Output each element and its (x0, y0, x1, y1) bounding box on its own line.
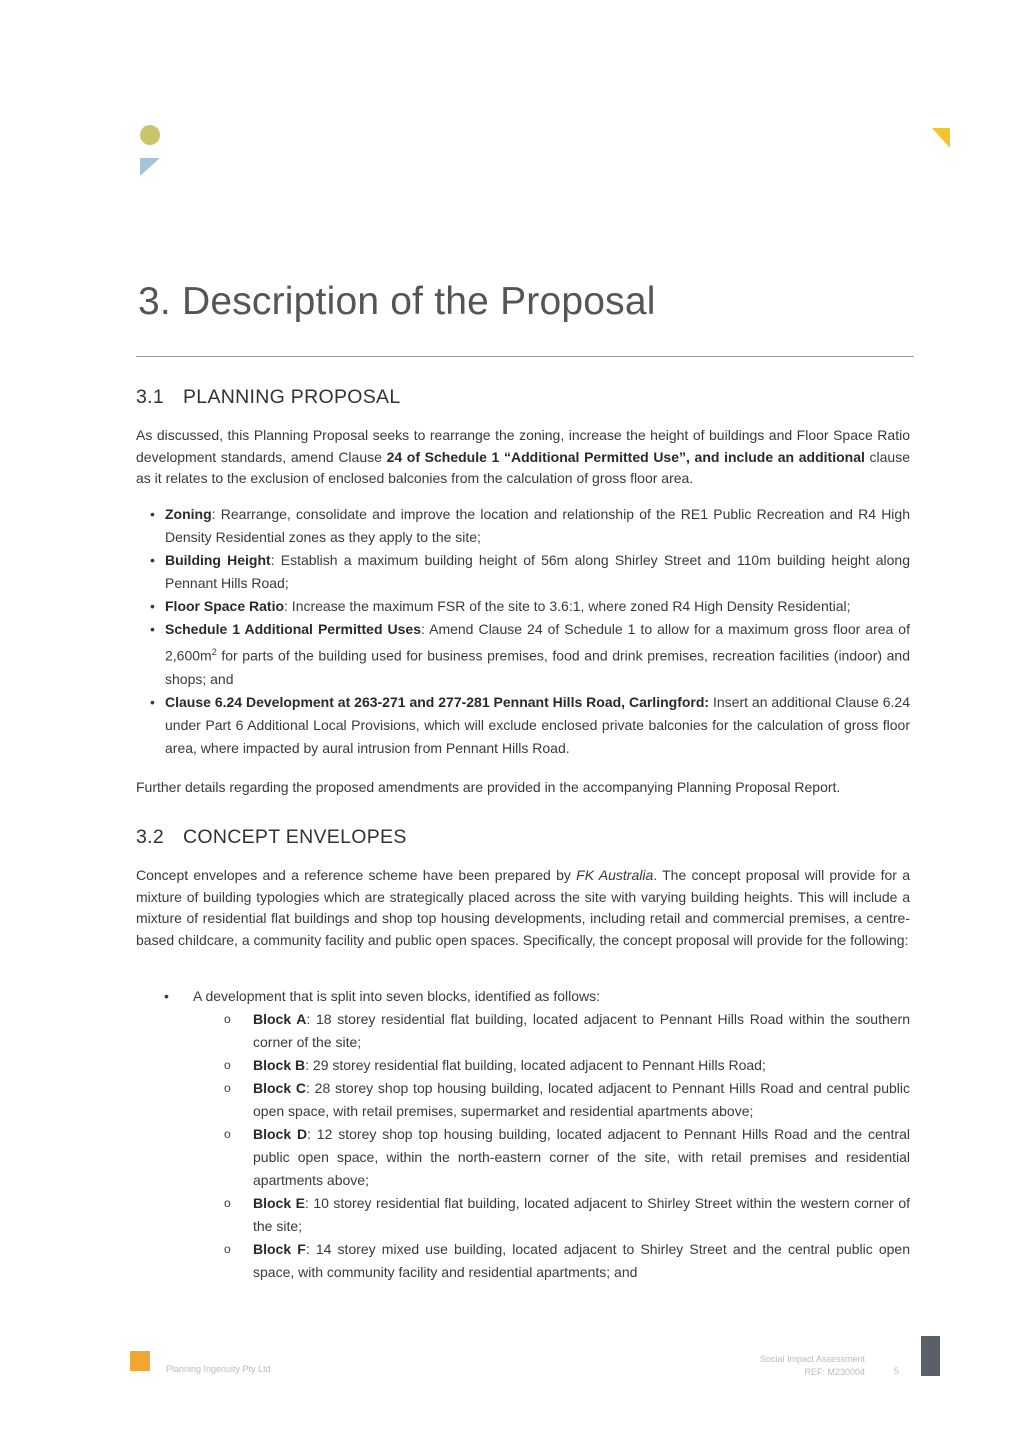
item-label: Schedule 1 Additional Permitted Uses (165, 621, 421, 637)
section-number: 3.1 (136, 386, 165, 408)
block-text: : 10 storey residential flat building, located adjacent to Shirley Street within the western corner of the site; (253, 1195, 910, 1234)
footer-logo-square (130, 1351, 150, 1371)
block-item (136, 1008, 910, 1054)
list-item (136, 691, 910, 760)
list-item (136, 549, 910, 595)
item-text: : Amend Clause 24 of Schedule 1 to allow for a maximum gross floor area of 2,600m (165, 621, 910, 664)
main-bullet: • A development that is split into seven blocks, identified as follows: (136, 985, 910, 1008)
block-item (136, 1123, 910, 1192)
item-text: Insert an additional Clause 6.24 under Part 6 Additional Local Provisions, which will exclude enclosed private balconies for the calculation of gross floor area, where impacted by aural intrusion from Pennant Hills Road. (165, 693, 910, 756)
footer-doc-title: Social Impact Assessment (759, 1354, 865, 1364)
section-heading-3-1 (136, 386, 910, 409)
block-text: : 29 storey residential flat building, located adjacent to Pennant Hills Road; (305, 1057, 766, 1073)
intro-text: As discussed, this Planning Proposal seeks to rearrange the zoning, increase the height of buildings and Floor Space Ratio development standards, amend Clause (136, 427, 910, 465)
section-heading-3-2 (136, 826, 910, 849)
list-item (136, 503, 910, 549)
decorative-circle (140, 125, 160, 145)
intro-text: Concept envelopes and a reference scheme have been prepared by (136, 867, 577, 883)
list-item (136, 618, 910, 691)
item-label: Clause 6.24 Development at 263-271 and 277-281 Pennant Hills Road, Carlingford: (165, 693, 710, 710)
block-item (136, 1077, 910, 1123)
block-label: Block A (253, 1011, 307, 1027)
item-label: Building Height (165, 552, 271, 568)
intro-text-end: clause as it relates to the exclusion of enclosed balconies from the calculation of gross floor area. (136, 448, 911, 486)
superscript: 2 (211, 647, 217, 657)
block-label: Block D (253, 1126, 308, 1142)
title-divider (136, 356, 914, 357)
item-label: Zoning (165, 506, 212, 522)
block-label: Block C (253, 1080, 307, 1096)
item-text: : Establish a maximum building height of 56m along Shirley Street and 110m building height along Pennant Hills Road; (165, 552, 910, 591)
footer-accent-bar (921, 1336, 940, 1376)
item-text-end: for parts of the building used for business premises, food and drink premises, recreation facilities (indoor) and shops; and (165, 647, 910, 687)
section-3-1-intro (136, 425, 910, 490)
intro-emphasis: FK Australia (576, 867, 654, 883)
footer-company: Planning Ingenuity Pty Ltd (166, 1364, 271, 1374)
section-title: CONCEPT ENVELOPES (183, 826, 407, 848)
list-item (136, 595, 910, 618)
blocks-list (136, 985, 910, 1284)
item-text: : Increase the maximum FSR of the site to 3.6:1, where zoned R4 High Density Residential; (284, 598, 851, 614)
section-3-2-intro (136, 865, 910, 951)
decorative-triangle-blue (140, 158, 160, 176)
block-label: Block F (253, 1241, 306, 1257)
intro-text-end: . The concept proposal will provide for a mixture of building typologies which are strategically placed across the site with varying building heights. This will include a mixture of residential flat buildings and shop top housing developments, including retail and commercial premises, a centre-based childcare, a community facility and public open spaces. Specifically, the concept proposal will provide for the following: (136, 867, 910, 948)
block-text: : 28 storey shop top housing building, located adjacent to Pennant Hills Road and central public open space, with retail premises, supermarket and residential apartments above; (253, 1080, 910, 1119)
block-label: Block B (253, 1057, 306, 1073)
further-details-text: Further details regarding the proposed amendments are provided in the accompanying Planning Proposal Report. (136, 779, 841, 795)
footer-doc-info (720, 1353, 865, 1379)
item-label: Floor Space Ratio (165, 598, 285, 614)
block-item (136, 1238, 910, 1284)
block-text: : 12 storey shop top housing building, located adjacent to Pennant Hills Road and the central public open space, within the north-eastern corner of the site, with retail premises and residential apartments above; (253, 1126, 910, 1188)
page-title: 3. Description of the Proposal (138, 280, 656, 323)
block-item (136, 1192, 910, 1238)
further-details (136, 777, 910, 799)
item-text: : Rearrange, consolidate and improve the location and relationship of the RE1 Public Recreation and R4 High Density Residential zones as they apply to the site; (165, 506, 910, 545)
decorative-triangle-yellow (932, 128, 950, 148)
section-title: PLANNING PROPOSAL (183, 386, 401, 408)
amendment-list (136, 503, 910, 760)
block-item (136, 1054, 910, 1077)
page-number: 5 (894, 1366, 900, 1376)
intro-bold-text: 24 of Schedule 1 “Additional Permitted Use”, and include an additional (386, 448, 865, 465)
block-label: Block E (253, 1195, 305, 1211)
block-text: : 18 storey residential flat building, located adjacent to Pennant Hills Road within the southern corner of the site; (253, 1011, 910, 1050)
footer-ref: REF: M230004 (804, 1367, 865, 1377)
block-text: : 14 storey mixed use building, located adjacent to Shirley Street and the central public open space, with community facility and residential apartments; and (253, 1241, 910, 1280)
section-number: 3.2 (136, 826, 165, 848)
